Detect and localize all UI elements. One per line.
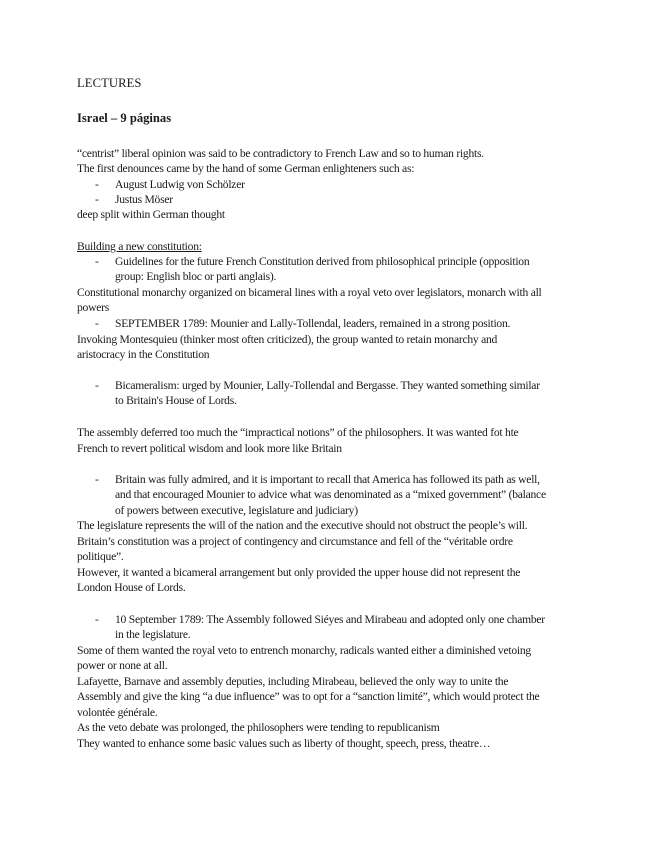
bullet-marker: - [95,317,99,330]
bullet-text: August Ludwig von Schölzer [115,178,245,191]
paragraph-line: politique”. [77,550,124,563]
bullet-text: Justus Möser [115,193,173,206]
bullet-text: of powers between executive, legislature and judiciary) [115,504,358,517]
bullet-text: SEPTEMBER 1789: Mounier and Lally-Tollendal, leaders, remained in a strong position. [115,317,511,330]
paragraph-line: As the veto debate was prolonged, the philosophers were tending to republicanism [77,721,440,734]
bullet-marker: - [95,613,99,626]
paragraph-line: Invoking Montesquieu (thinker most often criticized), the group wanted to retain monarchy and [77,333,498,346]
bullet-marker: - [95,255,99,268]
bullet-text: to Britain's House of Lords. [115,394,237,407]
paragraph-line: power or none at all. [77,659,168,672]
bullet-marker: - [95,193,99,206]
paragraph-line: Constitutional monarchy organized on bicameral lines with a royal veto over legislators, monarch with all [77,286,542,299]
paragraph-line: They wanted to enhance some basic values such as liberty of thought, speech, press, theatre… [77,737,491,750]
paragraph-line: Britain’s constitution was a project of contingency and circumstance and fell of the “véritable ordre [77,535,513,548]
bullet-text: group: English bloc or parti anglais). [115,270,277,283]
paragraph-line: Assembly and give the king “a due influence” was to opt for a “sanction limité”, which would protect the [77,690,540,703]
document-title: LECTURES [77,76,142,90]
bullet-text: 10 September 1789: The Assembly followed Siéyes and Mirabeau and adopted only one chamber [115,613,545,626]
bullet-marker: - [95,379,99,392]
paragraph-line: The first denounces came by the hand of some German enlighteners such as: [77,162,415,175]
paragraph-line: The assembly deferred too much the “impractical notions” of the philosophers. It was wanted fot hte [77,426,519,439]
bullet-text: Britain was fully admired, and it is important to recall that America has followed its path as well, [115,473,540,486]
section-heading: Building a new constitution: [77,240,202,253]
bullet-text: and that encouraged Mounier to advice what was denominated as a “mixed government” (balance [115,488,546,501]
bullet-text: Guidelines for the future French Constitution derived from philosophical principle (opposition [115,255,530,268]
bullet-text: in the legislature. [115,628,191,641]
document-subtitle: Israel – 9 páginas [77,111,172,125]
paragraph-line: volontée générale. [77,706,158,719]
paragraph-line: However, it wanted a bicameral arrangement but only provided the upper house did not represent the [77,566,521,579]
paragraph-line: “centrist” liberal opinion was said to be contradictory to French Law and so to human rights. [77,147,484,160]
paragraph-line: London House of Lords. [77,581,186,594]
paragraph-line: aristocracy in the Constitution [77,348,210,361]
bullet-marker: - [95,178,99,191]
paragraph-line: Some of them wanted the royal veto to entrench monarchy, radicals wanted either a diminished vetoing [77,644,531,657]
paragraph-line: French to revert political wisdom and look more like Britain [77,442,342,455]
paragraph-line: Lafayette, Barnave and assembly deputies, including Mirabeau, believed the only way to unite the [77,675,509,688]
paragraph-line: powers [77,301,109,314]
bullet-text: Bicameralism: urged by Mounier, Lally-Tollendal and Bergasse. They wanted something similar [115,379,540,392]
paragraph-line: deep split within German thought [77,208,225,221]
paragraph-line: The legislature represents the will of the nation and the executive should not obstruct the people’s will. [77,519,528,532]
bullet-marker: - [95,473,99,486]
